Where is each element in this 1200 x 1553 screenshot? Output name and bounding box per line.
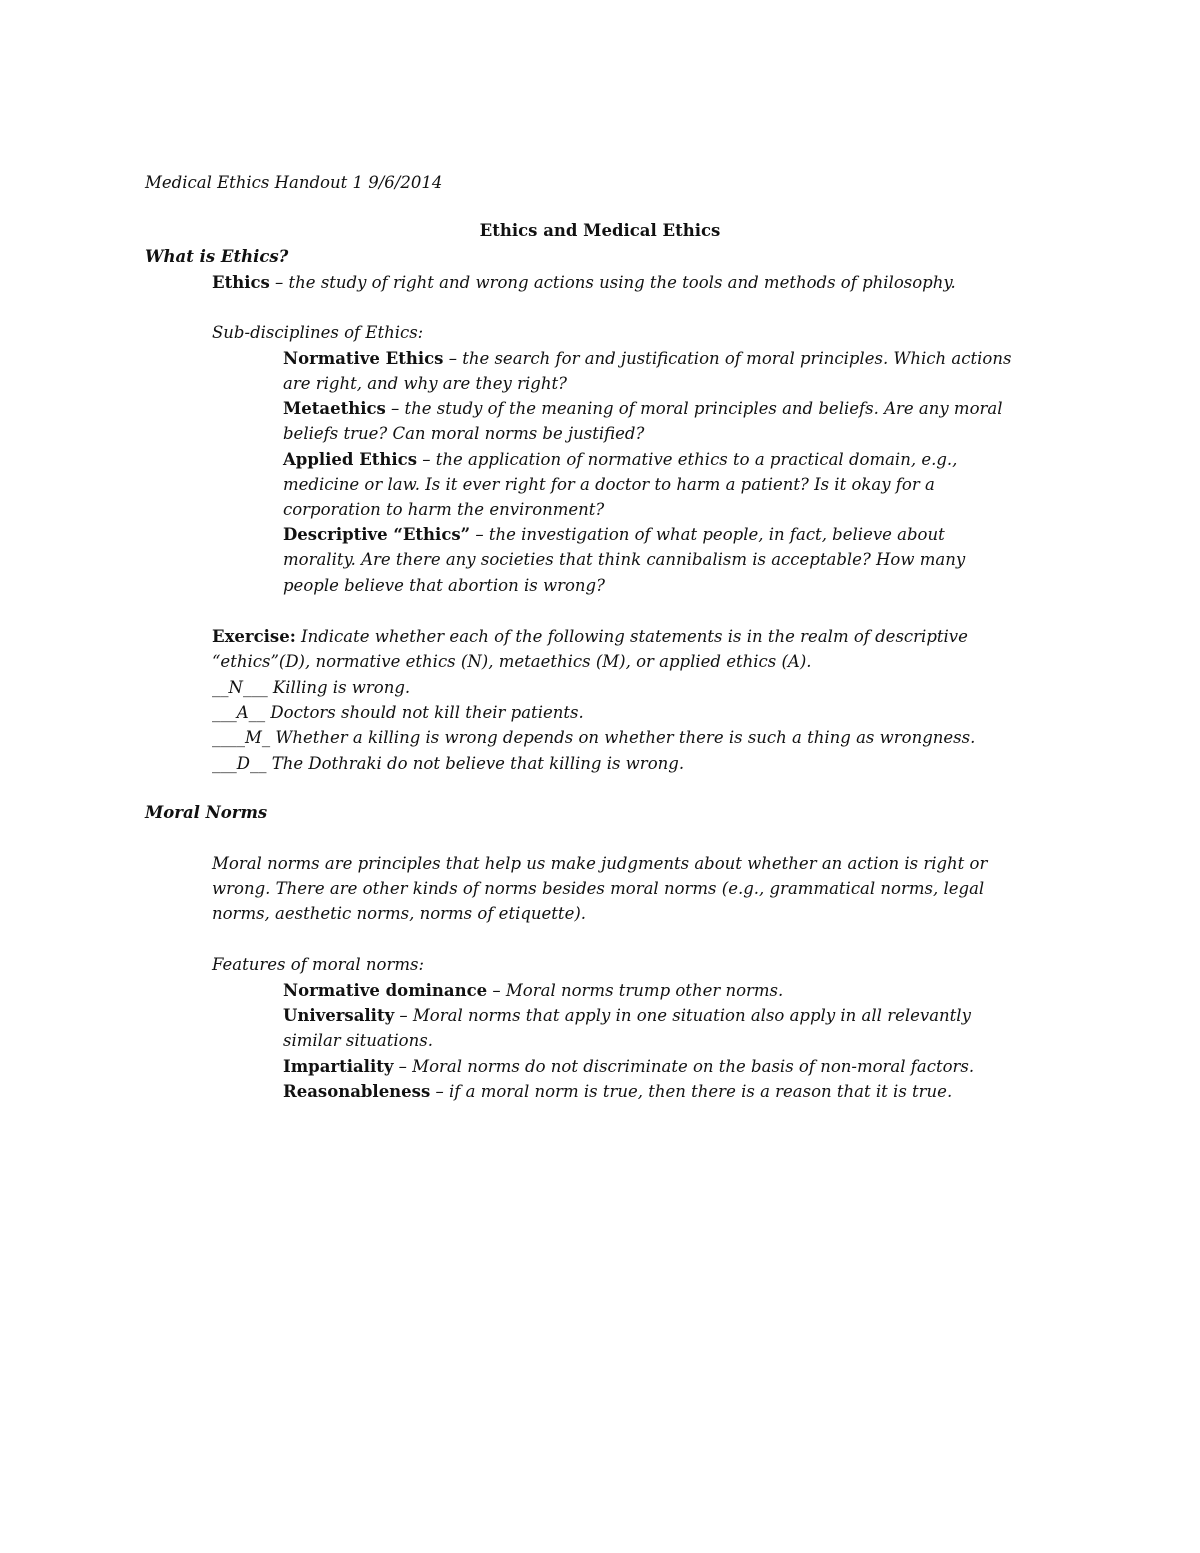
exercise-instruction-line-2: “ethics”(D), normative ethics (N), metaethics (M), or applied ethics (A). (212, 652, 812, 671)
def-impartiality: – Moral norms do not discriminate on the basis of non-moral factors. (393, 1057, 975, 1076)
term-universality: Universality (283, 1006, 395, 1025)
normative-ethics-line-1 (283, 346, 1011, 371)
moral-norms-para-line-2: wrong. There are other kinds of norms besides moral norms (e.g., grammatical norms, legal (212, 879, 985, 898)
term-ethics: Ethics (212, 273, 270, 292)
descriptive-ethics-line-3: people believe that abortion is wrong? (283, 576, 605, 595)
def-normative-ethics: – the search for and justification of moral principles. Which actions (443, 349, 1012, 368)
exercise-item: __N___ Killing is wrong. (212, 678, 411, 697)
handout-header: Medical Ethics Handout 1 9/6/2014 (145, 173, 443, 192)
term-impartiality: Impartiality (283, 1057, 394, 1076)
def-ethics: – the study of right and wrong actions using the tools and methods of philosophy. (269, 273, 956, 292)
universality-line-1 (283, 1003, 971, 1028)
exercise-item: ___D__ The Dothraki do not believe that killing is wrong. (212, 754, 685, 773)
term-normative-ethics: Normative Ethics (283, 349, 444, 368)
def-applied-ethics: – the application of normative ethics to a practical domain, e.g., (417, 450, 958, 469)
def-metaethics: – the study of the meaning of moral principles and beliefs. Are any moral (385, 399, 1003, 418)
descriptive-ethics-line-1 (283, 522, 945, 547)
features-label: Features of moral norms: (212, 955, 425, 974)
exercise-instruction: Indicate whether each of the following statements is in the realm of descriptive (295, 627, 968, 646)
def-reasonableness: – if a moral norm is true, then there is a reason that it is true. (430, 1082, 953, 1101)
metaethics-line-2: beliefs true? Can moral norms be justified? (283, 424, 645, 443)
descriptive-ethics-line-2: morality. Are there any societies that think cannibalism is acceptable? How many (283, 550, 966, 569)
document-title: Ethics and Medical Ethics (479, 221, 721, 240)
moral-norms-para-line-1: Moral norms are principles that help us make judgments about whether an action is right or (212, 854, 988, 873)
def-normative-dominance: – Moral norms trump other norms. (487, 981, 784, 1000)
def-descriptive-ethics: – the investigation of what people, in fact, believe about (470, 525, 945, 544)
term-reasonableness: Reasonableness (283, 1082, 431, 1101)
exercise-item: ___A__ Doctors should not kill their patients. (212, 703, 584, 722)
metaethics-line-1 (283, 396, 1003, 421)
exercise-item: ____M_ Whether a killing is wrong depends on whether there is such a thing as wrongness. (212, 728, 976, 747)
term-applied-ethics: Applied Ethics (283, 450, 417, 469)
exercise-instruction-line-1 (212, 624, 968, 649)
applied-ethics-line-2: medicine or law. Is it ever right for a doctor to harm a patient? Is it okay for a (283, 475, 935, 494)
section-heading-what-is-ethics: What is Ethics? (145, 247, 289, 266)
ethics-definition (212, 270, 956, 295)
applied-ethics-line-1 (283, 447, 957, 472)
term-descriptive-ethics: Descriptive “Ethics” (283, 525, 471, 544)
applied-ethics-line-3: corporation to harm the environment? (283, 500, 605, 519)
section-heading-moral-norms: Moral Norms (145, 803, 268, 822)
universality-line-2: similar situations. (283, 1031, 433, 1050)
normative-dominance-line (283, 978, 783, 1003)
exercise-label: Exercise: (212, 627, 296, 646)
subdisciplines-label: Sub-disciplines of Ethics: (212, 323, 424, 342)
term-normative-dominance: Normative dominance (283, 981, 488, 1000)
def-universality: – Moral norms that apply in one situation also apply in all relevantly (394, 1006, 971, 1025)
normative-ethics-line-2: are right, and why are they right? (283, 374, 567, 393)
impartiality-line (283, 1054, 974, 1079)
reasonableness-line (283, 1079, 952, 1104)
term-metaethics: Metaethics (283, 399, 386, 418)
moral-norms-para-line-3: norms, aesthetic norms, norms of etiquette). (212, 904, 587, 923)
